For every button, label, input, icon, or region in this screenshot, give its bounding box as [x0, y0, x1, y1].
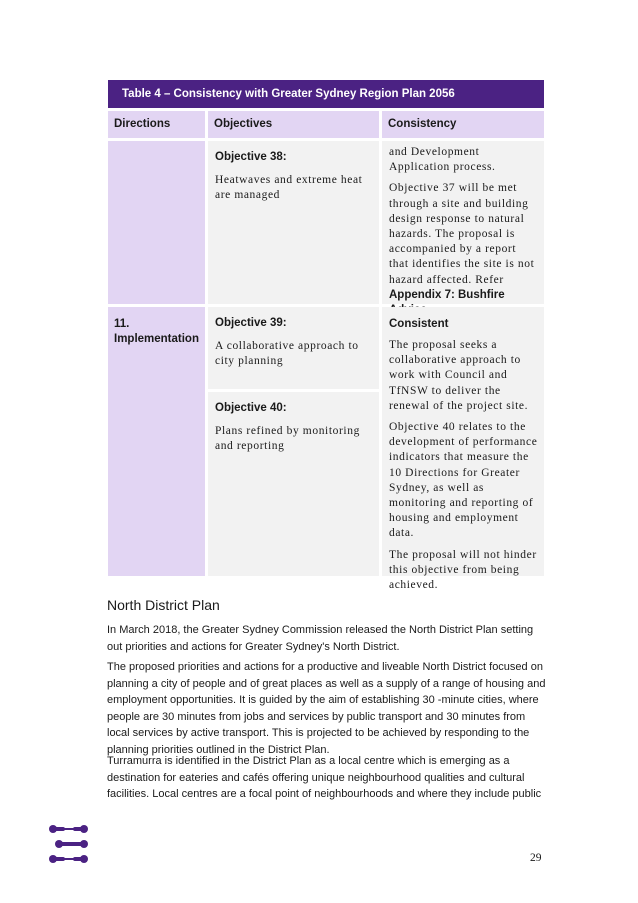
objectives-cell [208, 307, 379, 576]
consistency-text: Objective 40 relates to the development of performance indicators that measure the 10 Directions for Greater Sydney, as well as monitoring and reporting of housing and employment data. [389, 421, 538, 540]
brand-logo-icon [48, 824, 90, 869]
objectives-cell [208, 141, 379, 304]
consistency-table [108, 80, 544, 592]
table-header-row [108, 111, 544, 138]
consistency-status: Consistent [389, 318, 449, 330]
paragraph: The proposed priorities and actions for a productive and liveable North District focused on planning a city of people and of great places as well as a supply of a range of housing and employment opportunities. It is guided by the aim of establishing 30 -minute cities, where people are 30 minutes from jobs and services by public transport and 30 minutes from local services by active transport. This is projected to be achieved by responding to the planning priorities outlined in the District Plan. [107, 661, 546, 756]
objective-text: A collaborative approach to city planning [215, 340, 359, 367]
consistency-text: and Development Application process. [389, 146, 496, 174]
table-title: Table 4 – Consistency with Greater Sydney Region Plan 2056 [108, 80, 544, 108]
section-heading: North District Plan [107, 597, 220, 613]
consistency-text: The proposal will not hinder this objective from being achieved. [389, 548, 537, 592]
direction-cell [108, 141, 205, 304]
consistency-cell [382, 307, 544, 592]
header-consistency: Consistency [382, 111, 544, 138]
objective-title: Objective 38: [215, 151, 287, 163]
objective-text: Heatwaves and extreme heat are managed [215, 174, 363, 201]
page-number: 29 [530, 852, 542, 864]
direction-label: 11. Implementation [114, 318, 199, 345]
objective-title: Objective 39: [215, 317, 287, 329]
table-row [108, 141, 544, 304]
consistency-text: The proposal seeks a collaborative approach to work with Council and TfNSW to deliver the renewal of the project site. [389, 339, 529, 412]
header-directions: Directions [108, 111, 205, 138]
table-row [108, 307, 544, 592]
appendix-reference: Appendix 7: Bushfire [389, 288, 505, 301]
header-objectives: Objectives [208, 111, 379, 138]
direction-cell [108, 307, 205, 576]
paragraph: Turramurra is identified in the District Plan as a local centre which is emerging as a destination for eateries and cafés offering unique neighbourhood qualities and cultural facilities. Local centres are a focal point of neighbourhoods and where they include public [107, 755, 542, 800]
consistency-cell [382, 141, 544, 304]
objective-text: Plans refined by monitoring and reporting [215, 425, 360, 452]
consistency-text: Objective 37 will be met through a site and building design response to natural hazards. The proposal is accompanied by a report that identifies the site is not hazard affected. Refer Appendix 7: Bushfire [389, 181, 538, 318]
paragraph: In March 2018, the Greater Sydney Commission released the North District Plan setting out priorities and actions for Greater Sydney's North District. [107, 624, 534, 653]
objective-title: Objective 40: [215, 402, 287, 414]
